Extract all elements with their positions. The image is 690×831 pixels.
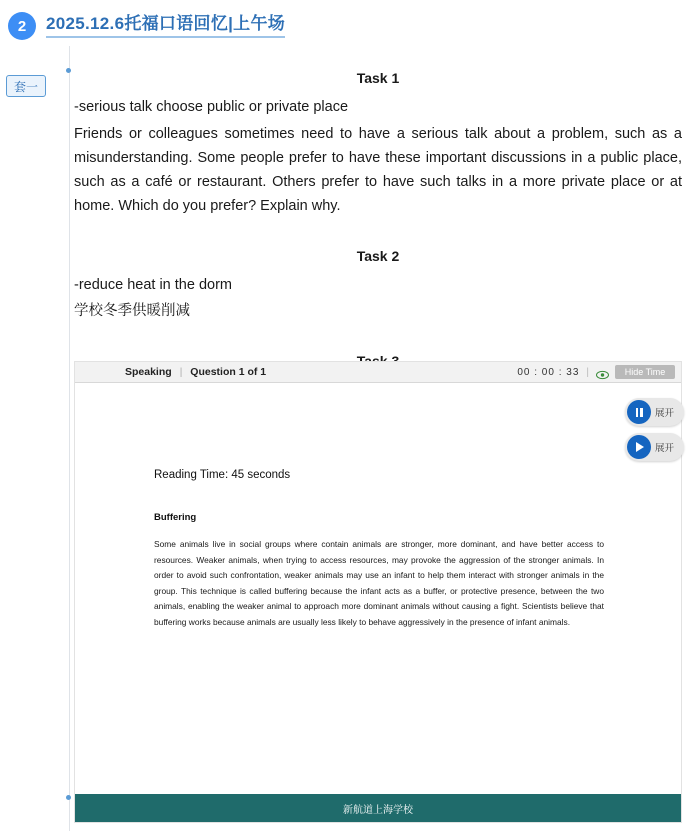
- timeline-dot-bottom: [66, 795, 71, 800]
- passage-body: Some animals live in social groups where contain animals are stronger, more dominant, and have better access to resources. Weaker animals, when trying to access resources, may provoke the aggression of the stronger animals. In order to avoid such confrontation, weaker animals may use an infant to help them interact with stronger animals in the group. This technique is called buffering because the infant acts as a buffer, or protective presence, between the two animals, enabling the weaker animal to approach more dominant animals without causing a fight. Scientists believe that buffering works because animals are usually less likely to behave aggressively in the presence of infant animals.: [154, 539, 604, 627]
- task-1-body: Friends or colleagues sometimes need to have a serious talk about a problem, such as a misunderstanding. Some people prefer to have these important discussions in a public place, such as a café or restaurant. Others prefer to have such talks in a more private place or at home. Which do you prefer? Explain why.: [74, 126, 682, 214]
- hide-time-button[interactable]: Hide Time: [615, 365, 675, 379]
- set-tag: 套一: [6, 75, 46, 97]
- embedded-screenshot: [74, 361, 682, 823]
- pause-control-label: 展开: [655, 408, 675, 419]
- play-icon[interactable]: [627, 435, 651, 459]
- pause-icon[interactable]: [627, 400, 651, 424]
- screenshot-footer: 新航道上海学校: [75, 794, 681, 822]
- task-2-subtitle: -reduce heat in the dorm: [74, 277, 232, 293]
- eye-icon: [596, 367, 609, 377]
- left-rail: [0, 46, 70, 831]
- topbar-divider: |: [179, 366, 183, 378]
- timeline-divider: [69, 46, 70, 831]
- page-header: [0, 0, 690, 46]
- play-control-label: 展开: [655, 443, 675, 454]
- task-2-body: 学校冬季供暖削减: [74, 303, 190, 319]
- spacer-1: [74, 218, 682, 240]
- task-1-subtitle: -serious talk choose public or private place: [74, 99, 349, 115]
- pause-control[interactable]: [625, 398, 684, 426]
- spacer-2: [74, 323, 682, 345]
- task-2-heading: Task 2: [356, 248, 400, 264]
- topbar-separator: |: [586, 366, 589, 378]
- page-title: 2025.12.6托福口语回忆|上午场: [46, 14, 285, 38]
- question-counter: Question 1 of 1: [190, 366, 267, 378]
- test-topbar: [75, 362, 681, 383]
- task-1-heading: Task 1: [356, 70, 400, 86]
- timer-display: 00 : 00 : 33: [517, 366, 580, 378]
- article-content: [74, 62, 682, 405]
- reading-time-label: Reading Time: 45 seconds: [154, 469, 291, 481]
- header-badge-number: 2: [8, 12, 36, 40]
- timeline-dot-top: [66, 68, 71, 73]
- play-control[interactable]: [625, 433, 684, 461]
- passage-title: Buffering: [154, 512, 197, 523]
- section-label: Speaking: [125, 366, 172, 378]
